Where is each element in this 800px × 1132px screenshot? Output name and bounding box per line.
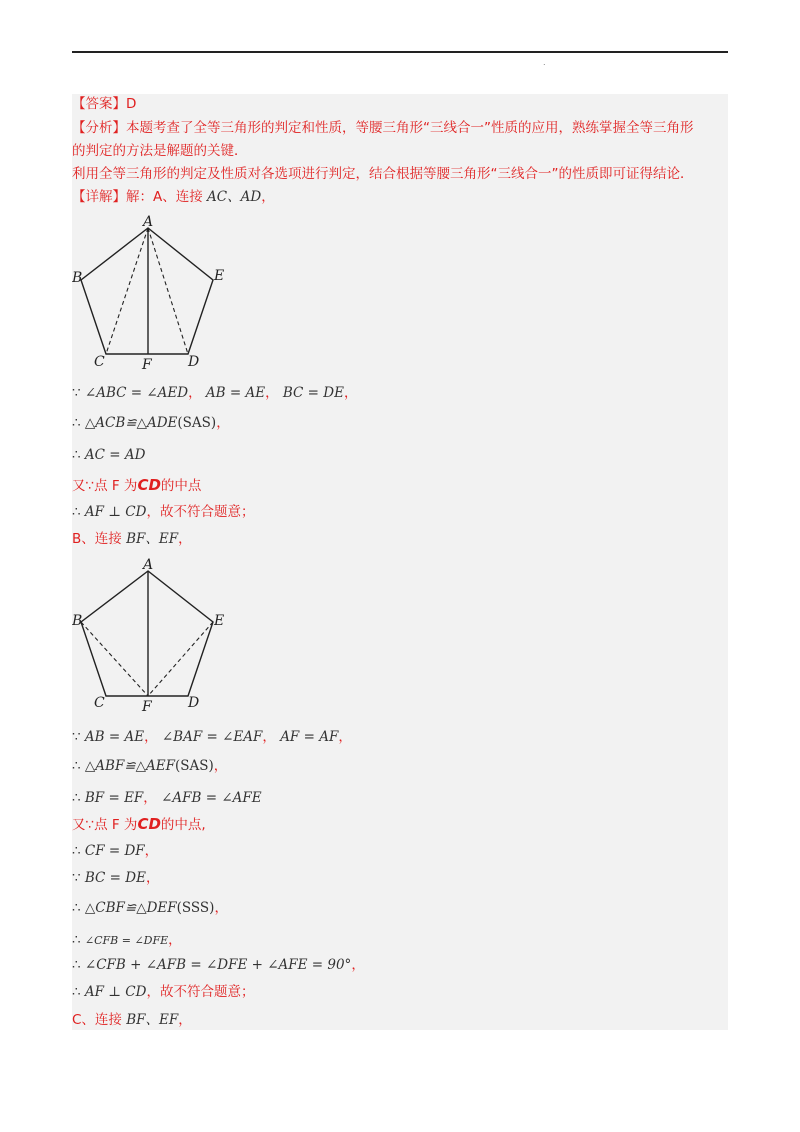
partB-line-9: ∴ ∠CFB + ∠AFB = ∠DFE + ∠AFE = 90°， xyxy=(72,957,365,973)
analysis-line-1: 【分析】本题考查了全等三角形的判定和性质，等腰三角形“三线合一”性质的应用，熟练掌握全等三角形 xyxy=(72,120,694,136)
partB-line-8: ∴ ∠CFB = ∠DFE， xyxy=(72,932,182,948)
partA-line-5: ∴ AF ⊥ CD，故不符合题意； xyxy=(72,504,255,520)
partB-line-1: ∵ AB = AE， ∠BAF = ∠EAF， AF = AF， xyxy=(72,729,352,745)
analysis-line-3: 利用全等三角形的判定及性质对各选项进行判定，结合根据等腰三角形“三线合一”的性质即可证得结论． xyxy=(72,166,694,182)
pentagon-outline xyxy=(81,571,213,696)
pentagon-figure-b xyxy=(72,556,242,716)
partA-line-4: 又∵点 F 为CD的中点 xyxy=(72,476,202,494)
label-C: C xyxy=(94,354,105,370)
label-A: A xyxy=(143,214,154,230)
detail-line: 【详解】解：A、连接 AC、AD， xyxy=(72,189,275,205)
header-mark: . xyxy=(543,58,546,67)
label-E: E xyxy=(214,268,225,284)
segment-AD-dashed xyxy=(148,228,188,354)
partB-line-3: ∴ BF = EF， ∠AFB = ∠AFE xyxy=(72,790,262,806)
partB-line-5: ∴ CF = DF， xyxy=(72,843,159,859)
partA-line-1: ∵ ∠ABC = ∠AED， AB = AE， BC = DE， xyxy=(72,385,358,401)
header-rule xyxy=(72,51,728,53)
answer-line: 【答案】D xyxy=(72,96,137,112)
label-D: D xyxy=(188,695,200,711)
partB-line-6: ∵ BC = DE， xyxy=(72,870,160,886)
label-E: E xyxy=(214,613,225,629)
partB-line-2: ∴ △ABF≌△AEF(SAS)， xyxy=(72,758,228,774)
segment-EF-dashed xyxy=(148,622,213,696)
label-C: C xyxy=(94,695,105,711)
partB-line-7: ∴ △CBF≌△DEF(SSS)， xyxy=(72,900,228,916)
analysis-line-2: 的判定的方法是解题的关键． xyxy=(72,143,248,159)
label-B: B xyxy=(72,270,83,286)
pentagon-outline xyxy=(81,228,213,354)
partA-line-3: ∴ AC = AD xyxy=(72,447,146,463)
label-F: F xyxy=(142,699,152,715)
segment-AC-dashed xyxy=(106,228,148,354)
label-F: F xyxy=(142,357,152,372)
segment-BF-dashed xyxy=(81,622,148,696)
label-A: A xyxy=(143,557,154,573)
partB-intro: B、连接 BF、EF， xyxy=(72,531,192,547)
partB-line-10: ∴ AF ⊥ CD，故不符合题意； xyxy=(72,984,255,1000)
partA-line-2: ∴ △ACB≌△ADE(SAS)， xyxy=(72,415,230,431)
pentagon-figure-a xyxy=(72,214,242,372)
label-D: D xyxy=(188,354,200,370)
label-B: B xyxy=(72,613,83,629)
partB-line-4: 又∵点 F 为CD的中点, xyxy=(72,815,206,833)
partC-intro: C、连接 BF、EF， xyxy=(72,1012,192,1028)
